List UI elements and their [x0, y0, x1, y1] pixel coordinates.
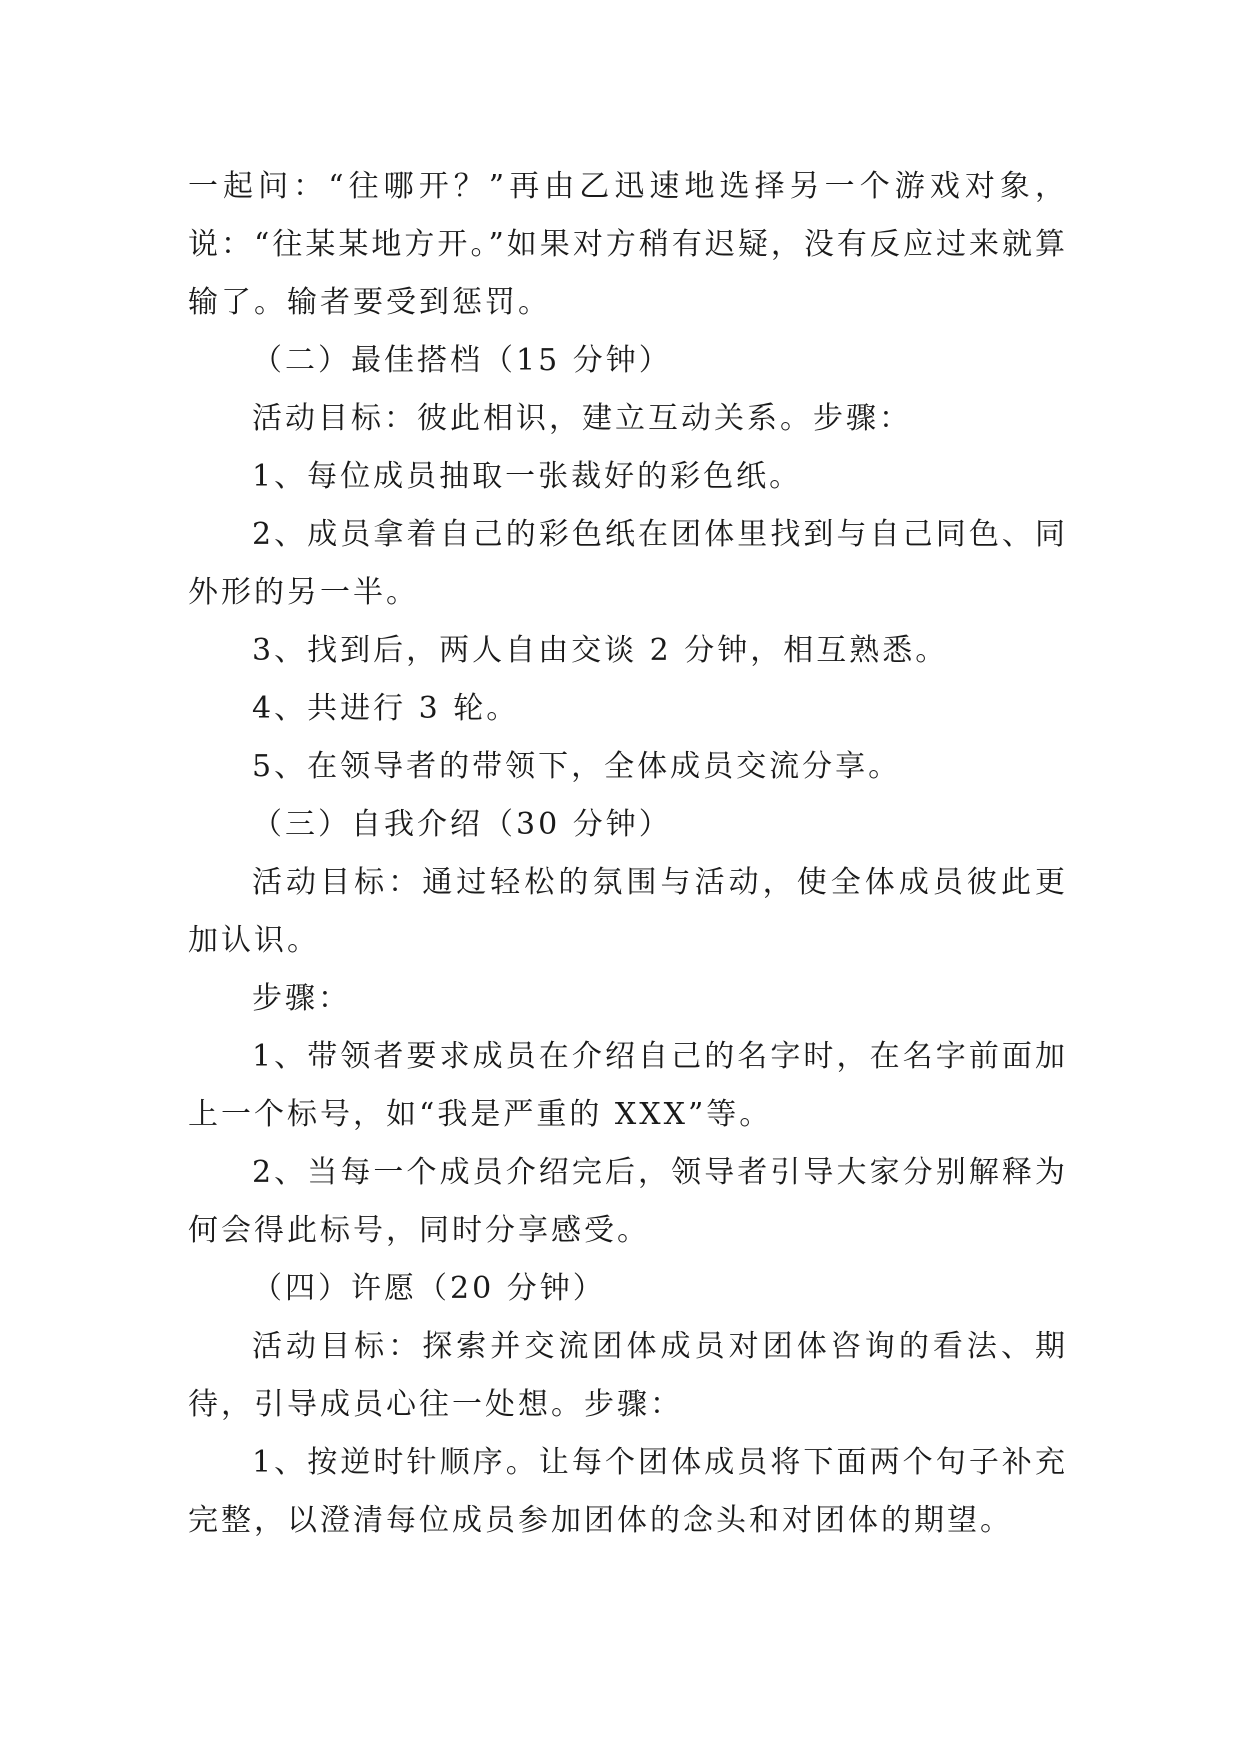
document-body [188, 158, 1068, 1550]
section-heading-3: （三）自我介绍（30 分钟） [252, 807, 672, 842]
paragraph-step-2-4: 4、共进行 3 轮。 [252, 691, 520, 726]
paragraph-step-3-2: 2、当每一个成员介绍完后，领导者引导大家分别解释为何会得此标号，同时分享感受。 [188, 1155, 1068, 1248]
paragraph-step-2-3: 3、找到后，两人自由交谈 2 分钟，相互熟悉。 [252, 633, 949, 668]
paragraph-step-2-2: 2、成员拿着自己的彩色纸在团体里找到与自己同色、同外形的另一半。 [188, 517, 1068, 610]
paragraph-goal-3: 活动目标：通过轻松的氛围与活动，使全体成员彼此更加认识。 [188, 865, 1068, 958]
section-heading-4: （四）许愿（20 分钟） [252, 1271, 606, 1306]
paragraph-step-4-1: 1、按逆时针顺序。让每个团体成员将下面两个句子补充完整，以澄清每位成员参加团体的念头和对团体的期望。 [188, 1445, 1068, 1538]
paragraph-continuation: 一起问：“往哪开？”再由乙迅速地选择另一个游戏对象，说：“往某某地方开。”如果对方稍有迟疑，没有反应过来就算输了。输者要受到惩罚。 [188, 169, 1068, 320]
paragraph-steps-label-3: 步骤： [252, 981, 351, 1016]
section-heading-2: （二）最佳搭档（15 分钟） [252, 343, 672, 378]
paragraph-step-2-1: 1、每位成员抽取一张裁好的彩色纸。 [252, 459, 803, 494]
paragraph-goal-4: 活动目标：探索并交流团体成员对团体咨询的看法、期待，引导成员心往一处想。步骤： [188, 1329, 1068, 1422]
paragraph-step-2-5: 5、在领导者的带领下，全体成员交流分享。 [252, 749, 902, 784]
paragraph-goal-2: 活动目标：彼此相识，建立互动关系。步骤： [252, 401, 912, 436]
paragraph-step-3-1: 1、带领者要求成员在介绍自己的名字时，在名字前面加上一个标号，如“我是严重的 XXX”等。 [188, 1039, 1068, 1132]
